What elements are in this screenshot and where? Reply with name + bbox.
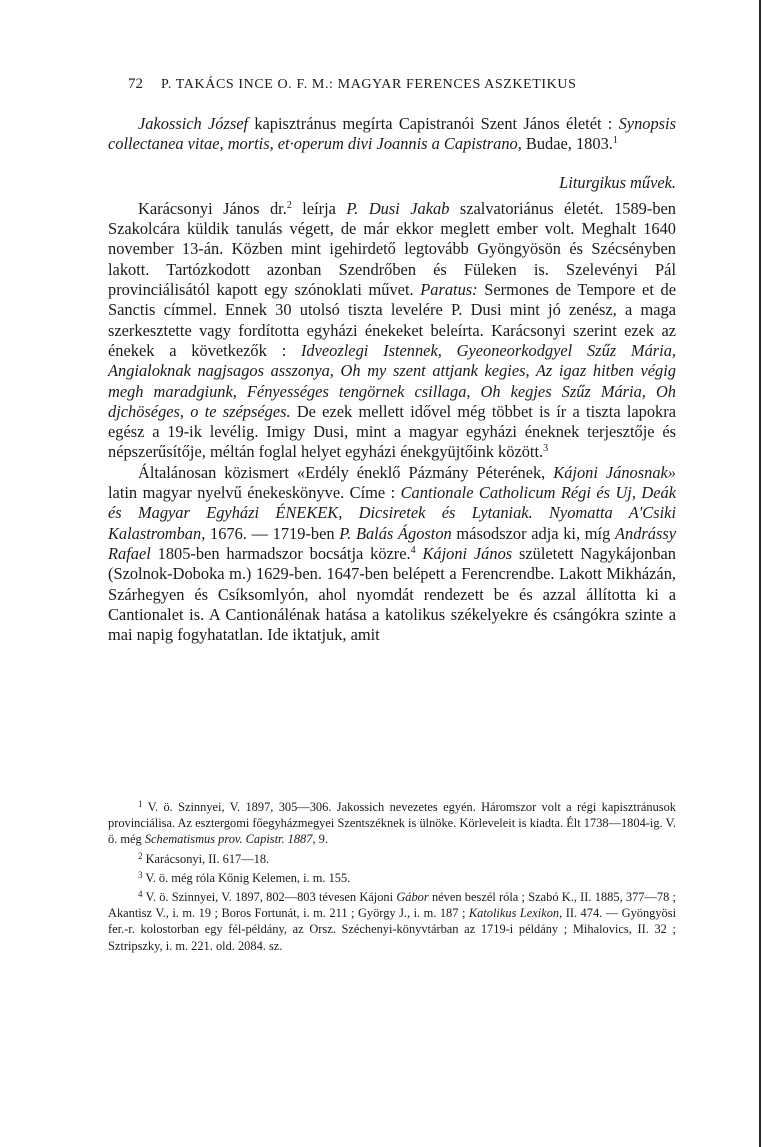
- text: kapisztránus megírta Capistranói Szent János életét :: [248, 114, 619, 133]
- footnote-ref-3: 3: [543, 443, 549, 455]
- footnote-2: [108, 848, 676, 867]
- text: V. ö. Szinnyei, V. 1897, 305—306. Jakossich nevezetes egyén. Háromszor volt a régi kapisztránusok provinciálisa. Az esztergomi főegyházmegyei Szentszéknek is ülnöke. Körleveleit is kiadta. Élt 1738—1804-ig. V. ö. még: [108, 800, 676, 847]
- text: II. 474. — Gyöngyösi fer.-r. kolostorban egy fél-példány, az Orsz. Széchenyi-könyvtárban az 1719-i példány ; Mihalovics, II. 32 ; Sztripszky, i. m. 221. old. 2084. sz.: [108, 906, 677, 953]
- text: Általánosan közismert «Erdély éneklő Pázmány Péterének,: [138, 462, 554, 482]
- footnote-ref-4: 4: [410, 544, 416, 556]
- paragraph-kajoni: [108, 463, 676, 646]
- footnote-ref-1: 1: [612, 135, 618, 147]
- text: 1805-ben harmadszor bocsátja közre.: [150, 543, 411, 563]
- text: Sermones de Tempore et de Sanctis címmel. Ennek 30 utolsó tiszta levelére P. Dusi mint jó zenész, a maga szerkesztette vagy fordította egyházi énekeket beleírta. Karácsonyi szerint ezek az énekek a következők :: [108, 280, 676, 360]
- paragraph-dusi: [108, 199, 676, 463]
- text-italic: Idveozlegi Istennek, Gyeoneorkodgyel Szűz Mária, Angialoknak nagjsagos asszonya, Oh my szent attjank kegies, Az igaz hitben végig megh maradgiunk, Fényességes tengörnek csillaga, Oh kegjes Szűz Mária, Oh djchöséges, o te szépséges.: [108, 340, 677, 421]
- text: V. ö. Szinnyei, V. 1897, 802—803 tévesen Kájoni: [142, 890, 397, 905]
- footnote-number: 2: [138, 850, 143, 861]
- text: 9.: [315, 832, 328, 847]
- text: néven beszél róla ; Szabó K., II. 1885, 377—78 ; Akantisz V., i. m. 19 ; Boros Fortunát, i. m. 211 ; György J., i. m. 187 ;: [108, 890, 676, 921]
- text-italic: Kájoni János: [415, 543, 513, 563]
- page-edge: [759, 0, 761, 1147]
- text-italic: Jakossich József: [138, 114, 249, 133]
- text: Karácsonyi, II. 617—18.: [142, 851, 270, 866]
- text: V. ö. még róla Kőnig Kelemen, i. m. 155.: [142, 870, 351, 885]
- text-italic: Katolikus Lexikon,: [468, 906, 563, 921]
- text-italic: Gábor: [396, 890, 429, 905]
- text: De ezek mellett idővel még többet is ír a tiszta lapokra egész a 19-ik levélig. Imigy Dusi, mint a magyar egyházi éneknek terjesztője és népszerűsítője, méltán foglal helyet egyházi énekgyüjtőink között.: [108, 401, 676, 462]
- text-italic: Paratus:: [420, 280, 478, 300]
- text-italic: Synopsis collectanea vitae, mortis, et·operum divi Joannis a Capistrano,: [108, 114, 676, 154]
- main-text: [108, 114, 676, 645]
- footnote-number: 3: [138, 869, 143, 880]
- text: Karácsonyi János dr.: [138, 198, 287, 218]
- text-italic: P. Balás Ágoston: [339, 523, 452, 543]
- text: másodszor adja ki, míg: [451, 523, 615, 543]
- text-italic: P. Dusi Jakab: [346, 198, 450, 218]
- text-italic: Andrássy Rafael: [108, 523, 676, 563]
- page-number: 72: [128, 76, 143, 92]
- section-title: Liturgikus művek.: [559, 172, 676, 192]
- text: leírja: [291, 198, 347, 218]
- text: szalvatoriánus életét. 1589-ben Szakolcára küldik tanulás végett, de már ekkor meglett ember volt. Meghalt 1640 november 13-án. Közben mint igehirdető legtovább Gyöngyösön és Szécsényben lakott. Tartózkodott azonban Szendrőben és Füleken is. Szelevényi Pál provinciálisától kapott egy szónoklati művet.: [108, 198, 676, 300]
- text-italic: Schematismus prov. Capistr. 1887,: [144, 832, 316, 847]
- text: latin magyar nyelvű énekeskönyve. Címe :: [108, 483, 401, 503]
- footnote-number: 4: [138, 889, 143, 900]
- footnote-number: 1: [138, 799, 143, 809]
- text: Budae, 1803.: [521, 134, 613, 154]
- footnote-ref-2: 2: [286, 199, 292, 211]
- paragraph-jakossich: [108, 114, 676, 155]
- footnote-4: [108, 886, 676, 954]
- running-header: [128, 76, 648, 93]
- text-italic: Cantionale Catholicum Régi és Uj, Deák és Magyar Egyházi ÉNEKEK, Dicsiretek és Lytaniak. Nyomatta A'Csiki Kalastromban,: [108, 483, 676, 543]
- text-italic: Kájoni Jánosnak»: [553, 462, 676, 482]
- text: 1676. — 1719-ben: [205, 523, 340, 543]
- footnotes: [108, 796, 676, 954]
- footnote-3: [108, 867, 676, 886]
- text: született Nagykájonban (Szolnok-Doboka m.) 1629-ben. 1647-ben belépett a Ferencrendbe. Lakott Mikházán, Szárhegyen és Csíksomlyón, ahol nyomdát rendezett be és azzal állította ki a Cantionalet is. A Cantionálénak hatása a katolikus székelyekre és csángókra szinte a mai napig fogyhatatlan. Ide iktatjuk, amit: [108, 543, 676, 645]
- running-title: P. TAKÁCS INCE O. F. M.: MAGYAR FERENCES ASZKETIKUS: [161, 77, 577, 92]
- footnote-1: [108, 796, 676, 848]
